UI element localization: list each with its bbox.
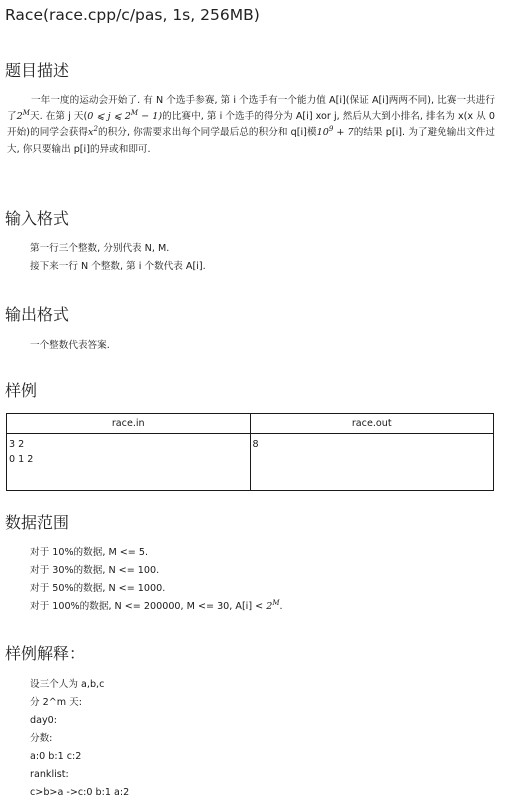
square-formula: $x^2$ — [88, 125, 98, 139]
sample-output-header: race.out — [250, 414, 494, 434]
range-formula: $2^M$ — [266, 599, 280, 612]
day-range-formula: 0 ⩽ j ⩽ $2^M - 1$) — [87, 109, 163, 123]
input-line: 第一行三个整数, 分别代表 N, M. — [30, 243, 170, 254]
explain-heading: 样例解释： — [5, 644, 86, 663]
explain-line: c>b>a ->c:0 b:1 a:2 — [30, 787, 130, 798]
sample-input-header: race.in — [7, 414, 251, 434]
range-heading: 数据范围 — [5, 513, 70, 532]
explain-line: 设三个人为 a,b,c — [30, 679, 105, 690]
input-heading: 输入格式 — [5, 209, 70, 228]
description-heading: 题目描述 — [5, 61, 70, 80]
explain-line: ranklist: — [30, 769, 69, 780]
sample-table — [6, 413, 494, 491]
sample-output-content: 8 — [250, 434, 494, 491]
explain-line: day0: — [30, 715, 57, 726]
range-line: 对于 50%的数据, N <= 1000. — [30, 583, 166, 594]
output-line: 一个整数代表答案. — [30, 340, 110, 351]
range-line: 对于 100%的数据, N <= 200000, M <= 30, $A[i] < 2^M$. — [30, 599, 283, 612]
range-line: 对于 10%的数据, M <= 5. — [30, 547, 149, 558]
explain-line: 分 2^m 天: — [30, 697, 83, 708]
sample-input-content: 3 2 0 1 2 — [7, 434, 251, 491]
input-line: 接下来一行 N 个整数, 第 i 个数代表 A[i]. — [30, 261, 206, 272]
output-heading: 输出格式 — [5, 305, 70, 324]
range-line: 对于 30%的数据, N <= 100. — [30, 565, 160, 576]
sample-heading: 样例 — [5, 381, 38, 400]
explain-line: 分数: — [30, 733, 53, 744]
mod-formula: $10^9 + 7$ — [316, 125, 354, 139]
days-formula: $2^M$ — [16, 109, 30, 123]
problem-title: Race(race.cpp/c/pas, 1s, 256MB) — [5, 6, 260, 24]
description-text: 一年一度的运动会开始了. 有 N 个选手参赛, 第 i 个选手有一个能力值 A[i](保证 A[i]两两不同), 比赛一共进行了$2^M$天. 在第 j 天(0 ⩽ j ⩽ $2^M - 1$)的比赛中, 第 i 个选手的得分为 A[i] xor j, 然后从大到小排名, 排名为 x(x 从 0 开始)的同学会获得$x^2$的积分, 你需要求出每个同学最后总的积分和 q[i]模$10^9 + 7$的结果 p[i]. 为了避免输出文件过大, 你只要输出 p[i]的异或和即可. — [7, 95, 496, 155]
explain-line: a:0 b:1 c:2 — [30, 751, 82, 762]
